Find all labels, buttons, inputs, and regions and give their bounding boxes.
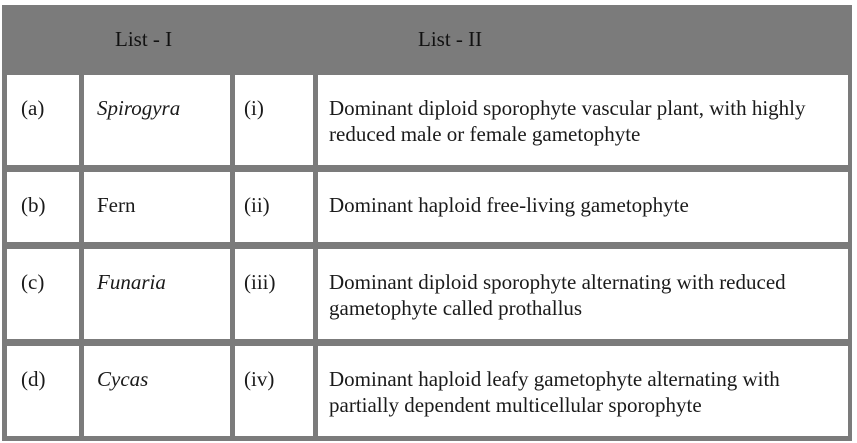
- row-iii-label: (iii): [235, 249, 313, 339]
- list-2-heading: List - II: [418, 27, 483, 51]
- match-table: [2, 5, 852, 441]
- row-d-item: Cycas: [84, 346, 230, 436]
- list-1-heading: List - I: [115, 27, 173, 51]
- row-b-item: Fern: [84, 172, 230, 242]
- row-ii-label: (ii): [235, 172, 313, 242]
- row-c-label: (c): [7, 249, 79, 339]
- row-i-description: Dominant diploid sporophyte vascular plant, with highly reduced male or female gametophyte: [318, 75, 848, 165]
- table-header: [2, 5, 852, 71]
- row-d-label: (d): [7, 346, 79, 436]
- row-b-label: (b): [7, 172, 79, 242]
- row-c-item: Funaria: [84, 249, 230, 339]
- row-a-label: (a): [7, 75, 79, 165]
- row-a-item: Spirogyra: [84, 75, 230, 165]
- row-ii-description: Dominant haploid free-living gametophyte: [318, 172, 848, 242]
- row-i-label: (i): [235, 75, 313, 165]
- row-iv-label: (iv): [235, 346, 313, 436]
- row-iii-description: Dominant diploid sporophyte alternating with reduced gametophyte called prothallus: [318, 249, 848, 339]
- row-iv-description: Dominant haploid leafy gametophyte alternating with partially dependent multicellular sporophyte: [318, 346, 848, 436]
